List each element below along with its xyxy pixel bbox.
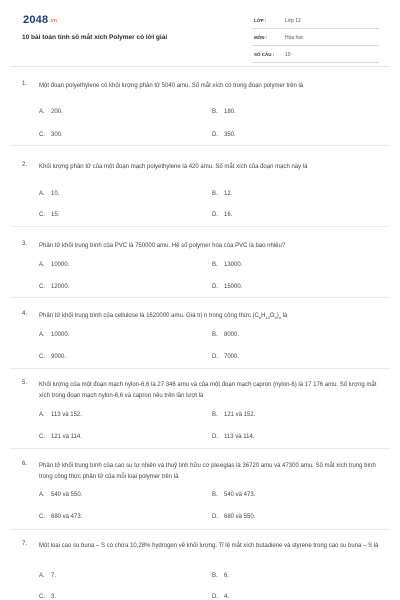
question-divider (10, 448, 390, 449)
meta-value: 10 (285, 52, 291, 58)
option-d[interactable]: D. 15000. (212, 284, 243, 290)
question-number: 4. (22, 311, 28, 317)
meta-label: SỐ CÂU : (254, 52, 275, 57)
meta-row-count (252, 49, 379, 63)
site-logo[interactable]: 2048.vn (23, 14, 58, 26)
logo-suffix: .vn (49, 18, 58, 24)
question-number: 2. (22, 162, 28, 168)
question-divider (10, 368, 390, 369)
meta-row-class (252, 15, 379, 29)
option-a[interactable]: A. 10. (39, 191, 60, 197)
option-b[interactable]: B. 13000. (212, 262, 243, 268)
option-a[interactable]: A. 10000. (39, 332, 70, 338)
document-title: 10 bài toán tính số mắt xích Polymer có lời giải (22, 34, 168, 41)
option-b[interactable]: B. 180. (212, 109, 236, 115)
question-number: 3. (22, 241, 28, 247)
option-a[interactable]: A. 200. (39, 109, 63, 115)
option-d[interactable]: D. 7000. (212, 354, 240, 360)
question-text: Một loại cao su buna – S có chứa 10,28% hydrogen về khối lượng. Tỉ lệ mắt xích butadiene và styrene trong cao su buna – S là (39, 543, 379, 549)
question-text: Phân tử khối trung bình của PVC là 750000 amu. Hệ số polymer hóa của PVC là bao nhiêu? (39, 243, 286, 249)
option-c[interactable]: C. 3. (39, 594, 57, 600)
option-b[interactable]: B. 8000. (212, 332, 240, 338)
option-c[interactable]: C. 9000. (39, 354, 67, 360)
option-a[interactable]: A. 540 và 550. (39, 492, 83, 498)
option-a[interactable]: A. 10000. (39, 262, 70, 268)
page-header (0, 0, 400, 64)
question-number: 1. (22, 81, 28, 87)
meta-info (252, 15, 379, 66)
meta-label: MÔN : (254, 35, 268, 40)
question-number: 5. (22, 380, 28, 386)
option-b[interactable]: B. 540 và 473. (212, 492, 256, 498)
option-d[interactable]: D. 350. (212, 132, 236, 138)
option-d[interactable]: D. 4. (212, 594, 230, 600)
meta-value: Hóa học (285, 35, 304, 41)
question-divider (10, 297, 390, 298)
option-d[interactable]: D. 680 và 550. (212, 514, 256, 520)
question-divider (10, 145, 390, 146)
option-c[interactable]: C. 300. (39, 132, 63, 138)
option-d[interactable]: D. 16. (212, 212, 233, 218)
question-number: 7. (22, 541, 28, 547)
option-a[interactable]: A. 113 và 152. (39, 412, 82, 418)
option-a[interactable]: A. 7. (39, 573, 57, 579)
meta-value: Lớp 12 (285, 18, 301, 24)
option-b[interactable]: B. 12. (212, 191, 233, 197)
question-text: Khối lượng phân tử của một đoạn mạch polyethylene là 420 amu. Số mắt xích của đoạn mạch này là (39, 164, 308, 170)
question-number: 6. (22, 461, 28, 467)
option-d[interactable]: D. 113 và 114. (212, 434, 255, 440)
option-b[interactable]: B. 121 và 152. (212, 412, 256, 418)
option-b[interactable]: B. 6. (212, 573, 230, 579)
meta-label: LỚP : (254, 18, 267, 23)
meta-row-subject (252, 32, 379, 46)
option-c[interactable]: C. 680 và 473. (39, 514, 83, 520)
question-text: Phân tử khối trung bình của cao su tự nhiên và thuỷ tinh hữu cơ plexiglas là 36720 amu và 47300 amu. Số mắt xích trung bình trong công thức phân tử của mỗi loại polymer trên là (39, 463, 376, 480)
question-divider (10, 529, 390, 530)
option-c[interactable]: C. 15. (39, 212, 60, 218)
question-text: Một đoạn polyethylene có khối lượng phân tử 5040 amu. Số mắt xích có trong đoạn polymer trên là (39, 83, 304, 89)
question-text: Phân tử khối trung bình của cellulose là 1620000 amu. Giá trị n trong công thức $(C_6H_{10}O_5)_n$ là (39, 313, 288, 321)
question-text: Khối lượng của một đoạn mạch nylon-6,6 là 27 346 amu và của một đoạn mạch capron (nylon-6) là 17 176 amu. Số lượng mắt xích trong đoạn mạch nylon-6,6 và capron nêu trên lần lượt là (39, 382, 377, 399)
option-c[interactable]: C. 121 và 114. (39, 434, 82, 440)
question-divider (10, 226, 390, 227)
option-c[interactable]: C. 12000. (39, 284, 70, 290)
header-divider (10, 66, 390, 67)
